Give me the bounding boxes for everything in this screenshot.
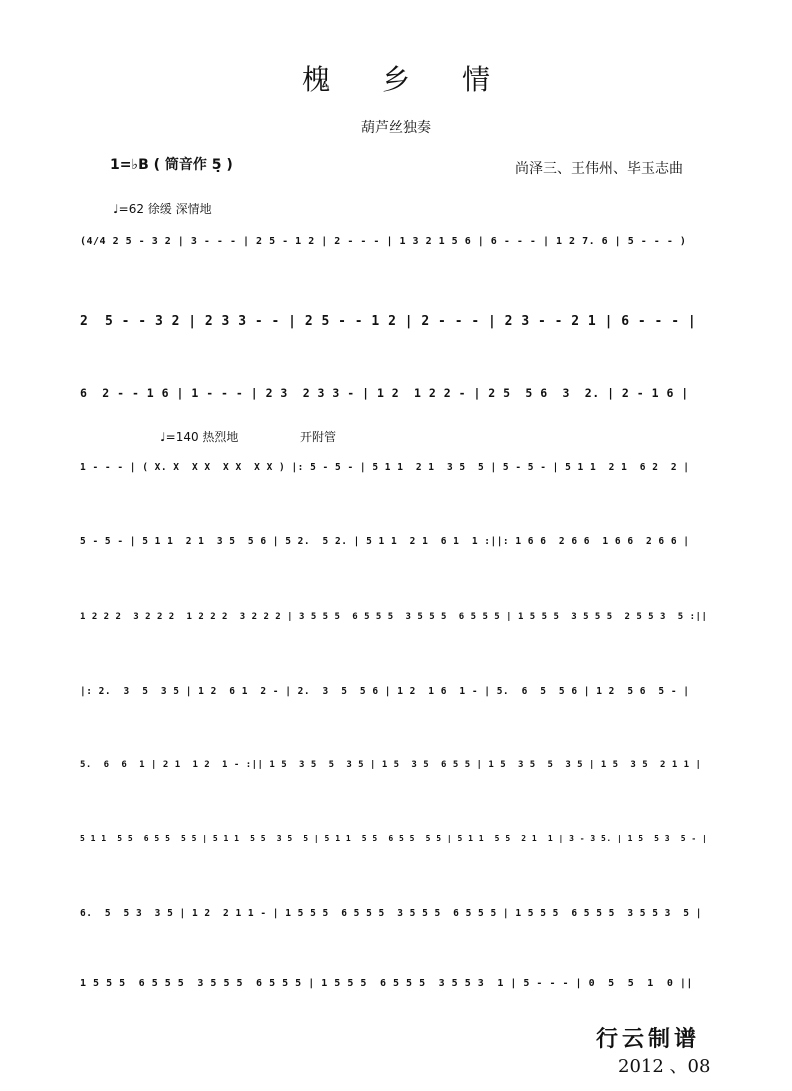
- notation-line-6: [80, 606, 712, 646]
- notation-text: (4/4 2 5 - 3 2 | 3 - - - | 2 5 - 1 2 | 2 - - - | 1 3 2 1 5 6 | 6 - - - | 1 2 7. 6 | 5 - - - ): [80, 236, 687, 247]
- notation-text: 5 - 5 - | 5 1 1 2 1 3 5 5 6 | 5 2. 5 2. | 5 1 1 2 1 6 1 1 :||: 1 6 6 2 6 6 1 6 6 2 6 6 |: [80, 536, 690, 547]
- key-signature: 1=♭B ( 筒音作 5̣ ): [110, 157, 233, 173]
- tempo-marking-1: ♩=62 徐缓 深情地: [113, 202, 212, 216]
- notation-line-10: [80, 902, 712, 942]
- tempo-marking-2: ♩=140 热烈地: [160, 430, 239, 444]
- notation-line-3: [80, 380, 712, 420]
- page-title: 槐乡情: [301, 63, 542, 96]
- notation-text: 5 1 1 5 5 6 5 5 5 5 | 5 1 1 5 5 3 5 5 | 5 1 1 5 5 6 5 5 5 5 | 5 1 1 5 5 2 1 1 | 3 - 3 5. | 1 5 5 3 5 - |: [80, 834, 708, 843]
- notation-line-5: [80, 530, 712, 570]
- transcription-date: 2012 、08: [618, 1056, 711, 1077]
- notation-text: 2 5 - - 3 2 | 2 3 3 - - | 2 5 - - 1 2 | 2 - - - | 2 3 - - 2 1 | 6 - - - |: [80, 314, 697, 329]
- notation-line-1: [80, 230, 712, 270]
- notation-text: 1 2 2 2 3 2 2 2 1 2 2 2 3 2 2 2 | 3 5 5 5 6 5 5 5 3 5 5 5 6 5 5 5 | 1 5 5 5 3 5 5 5 2 5 5 3 5 :||: [80, 612, 708, 622]
- notation-text: 1 - - - | ( X. X X X X X X X ) |: 5 - 5 - | 5 1 1 2 1 3 5 5 | 5 - 5 - | 5 1 1 2 1 6 2 2 |: [80, 462, 690, 473]
- notation-line-4: [80, 456, 712, 496]
- technique-marking: 开附管: [300, 430, 337, 444]
- notation-text: 5. 6 6 1 | 2 1 1 2 1 - :|| 1 5 3 5 5 3 5 | 1 5 3 5 6 5 5 | 1 5 3 5 5 3 5 | 1 5 3 5 2 1 1 |: [80, 760, 702, 770]
- notation-text: 6. 5 5 3 3 5 | 1 2 2 1 1 - | 1 5 5 5 6 5 5 5 3 5 5 5 6 5 5 5 | 1 5 5 5 6 5 5 5 3 5 5 3 5 |: [80, 908, 702, 919]
- page-subtitle: 葫芦丝独奏: [361, 120, 431, 136]
- notation-line-2: [80, 308, 712, 348]
- notation-line-7: [80, 680, 712, 720]
- notation-text: 1 5 5 5 6 5 5 5 3 5 5 5 6 5 5 5 | 1 5 5 5 6 5 5 5 3 5 5 3 1 | 5 - - - | 0 5 5 1 0 ||: [80, 978, 693, 989]
- notation-line-8: [80, 754, 712, 794]
- notation-text: 6 2 - - 1 6 | 1 - - - | 2 3 2 3 3 - | 1 2 1 2 2 - | 2 5 5 6 3 2. | 2 - 1 6 |: [80, 386, 689, 400]
- transcriber-stamp: 行云制谱: [596, 1026, 701, 1052]
- composer-credit: 尚泽三、王伟州、毕玉志曲: [515, 161, 683, 177]
- notation-line-11: [80, 972, 712, 1012]
- notation-line-9: [80, 828, 712, 868]
- notation-text: |: 2. 3 5 3 5 | 1 2 6 1 2 - | 2. 3 5 5 6 | 1 2 1 6 1 - | 5. 6 5 5 6 | 1 2 5 6 5 - |: [80, 686, 690, 697]
